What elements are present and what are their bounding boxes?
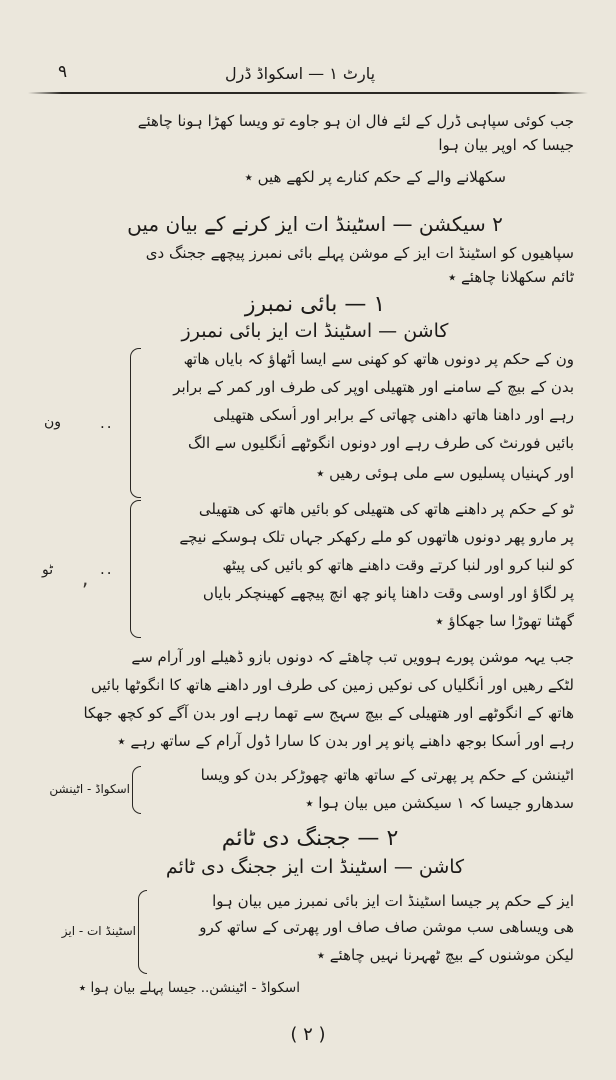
one-label: ون: [44, 414, 62, 430]
two-line-5: گھٹنا تھوڑا سا جھکاؤ ٭: [435, 612, 574, 630]
intro-line-1: جب کوئی سپاہی ڈرل کے لئے فال ان ہو جاوے تو ویسا کھڑا ہونا چاھئے: [137, 112, 574, 130]
page-footer: ( ۲ ): [290, 1024, 326, 1045]
attention-line-1: اٹینشن کے حکم پر پھرتی کے ساتھ ھاتھ چھوڑکر بدن کو ویسا: [200, 766, 574, 784]
one-line-4: بائیں فورنٹ کی طرف رہے اور دونوں انگوٹھے اُنگلیوں سے الگ: [187, 434, 574, 452]
running-header: پارٹ ۱ — اسکواڈ ڈرل: [224, 64, 376, 83]
after-line-2: لٹکے رھیں اور اُنگلیاں کی نوکیں زمین کی طرف اور داھنے ھاتھ کا انگوٹھا بائیں: [90, 676, 574, 694]
two-line-2: پر مارو پھر دونوں ھاتھوں کو ملے رکھکر جہاں تلک ہوسکے نیچے: [179, 528, 574, 546]
standat-brace: [138, 890, 147, 974]
page-number: ۹: [58, 62, 68, 82]
after-line-4: رہے اور اُسکا بوجھ داھنے پانو پر اور بدن کا سارا ڈول آرام کے ساتھ رہے ٭: [117, 732, 574, 750]
attention-brace: [132, 766, 141, 814]
one-dots: ..: [100, 414, 114, 432]
part1-heading: ۱ — بائی نمبرز: [244, 292, 386, 317]
final-line: اسکواڈ - اٹینشن.. جیسا پہلے بیان ہوا ٭: [78, 980, 300, 996]
standat-line-3: لیکن موشنوں کے بیچ ٹھہرنا نہیں چاھئے ٭: [316, 946, 574, 964]
header-rule: [28, 92, 588, 94]
section-line-2: ٹائم سکھلانا چاھئے ٭: [448, 268, 574, 286]
standat-label: اسٹینڈ ات - ایز: [61, 924, 136, 938]
after-line-3: ھاتھ کے انگوٹھے اور ھتھیلی کے بیچ سہج سے تھما رہے اور بدن آگے کو کچھ جھکا: [83, 704, 574, 722]
two-label: ٹو: [42, 562, 54, 578]
standat-line-1: ایز کے حکم پر جیسا اسٹینڈ ات ایز بائی نمبرز میں بیان ہوا: [212, 892, 574, 910]
part1-caution: کاشن — اسٹینڈ ات ایز بائی نمبرز: [181, 320, 449, 342]
one-line-1: ون کے حکم پر دونوں ھاتھ کو کھنی سے ایسا اُٹھاؤ کہ بایاں ھاتھ: [183, 350, 574, 368]
two-line-3: کو لنبا کرو اور لنبا کرتے وقت داھنے ھاتھ کو بائیں کی پیٹھ: [222, 556, 574, 574]
section-heading: ۲ سیکشن — اسٹینڈ ات ایز کرنے کے بیان میں: [127, 212, 503, 236]
section-line-1: سپاھیوں کو اسٹینڈ ات ایز کے موشن پہلے بائی نمبرز پیچھے ججنگ دی: [145, 244, 574, 262]
intro-line-2: جیسا کہ اوپر بیان ہوا: [438, 136, 574, 154]
two-line-1: ٹو کے حکم پر داھنے ھاتھ کی ھتھیلی کو بائیں ھاتھ کی ھتھیلی: [198, 500, 574, 518]
ink-mark: ,: [82, 566, 89, 590]
two-line-4: پر لگاؤ اور اوسی وقت داھنا پانو چھ انچ پیچھے کھینچکر بایاں: [202, 584, 574, 602]
intro-line-3: سکھلانے والے کے حکم کنارے پر لکھے ھیں ٭: [244, 168, 506, 186]
standat-line-2: ھی ویساھی سب موشن صاف صاف اور پھرتی کے ساتھ کرو: [199, 918, 574, 936]
attention-label: اسکواڈ - اٹینشن: [49, 782, 130, 796]
after-line-1: جب یہہ موشن پورے ہوویں تب چاھئے کہ دونوں بازو ڈھیلے اور آرام سے: [131, 648, 574, 666]
two-dots: ..: [100, 560, 114, 578]
one-line-5: اور کہنیاں پسلیوں سے ملی ہوئی رھیں ٭: [316, 464, 574, 482]
part2-caution: کاشن — اسٹینڈ ات ایز ججنگ دی ٹائم: [165, 856, 465, 878]
one-line-2: بدن کے بیچ کے سامنے اور ھتھیلی اوپر کی طرف اور کمر کے برابر: [173, 378, 574, 396]
attention-line-2: سدھارو جیسا کہ ۱ سیکشن میں بیان ہوا ٭: [305, 794, 574, 812]
part2-heading: ۲ — ججنگ دی ٹائم: [221, 826, 399, 851]
one-line-3: رہے اور داھنا ھاتھ داھنی چھاتی کے برابر اور اُسکی ھتھیلی: [213, 406, 574, 424]
